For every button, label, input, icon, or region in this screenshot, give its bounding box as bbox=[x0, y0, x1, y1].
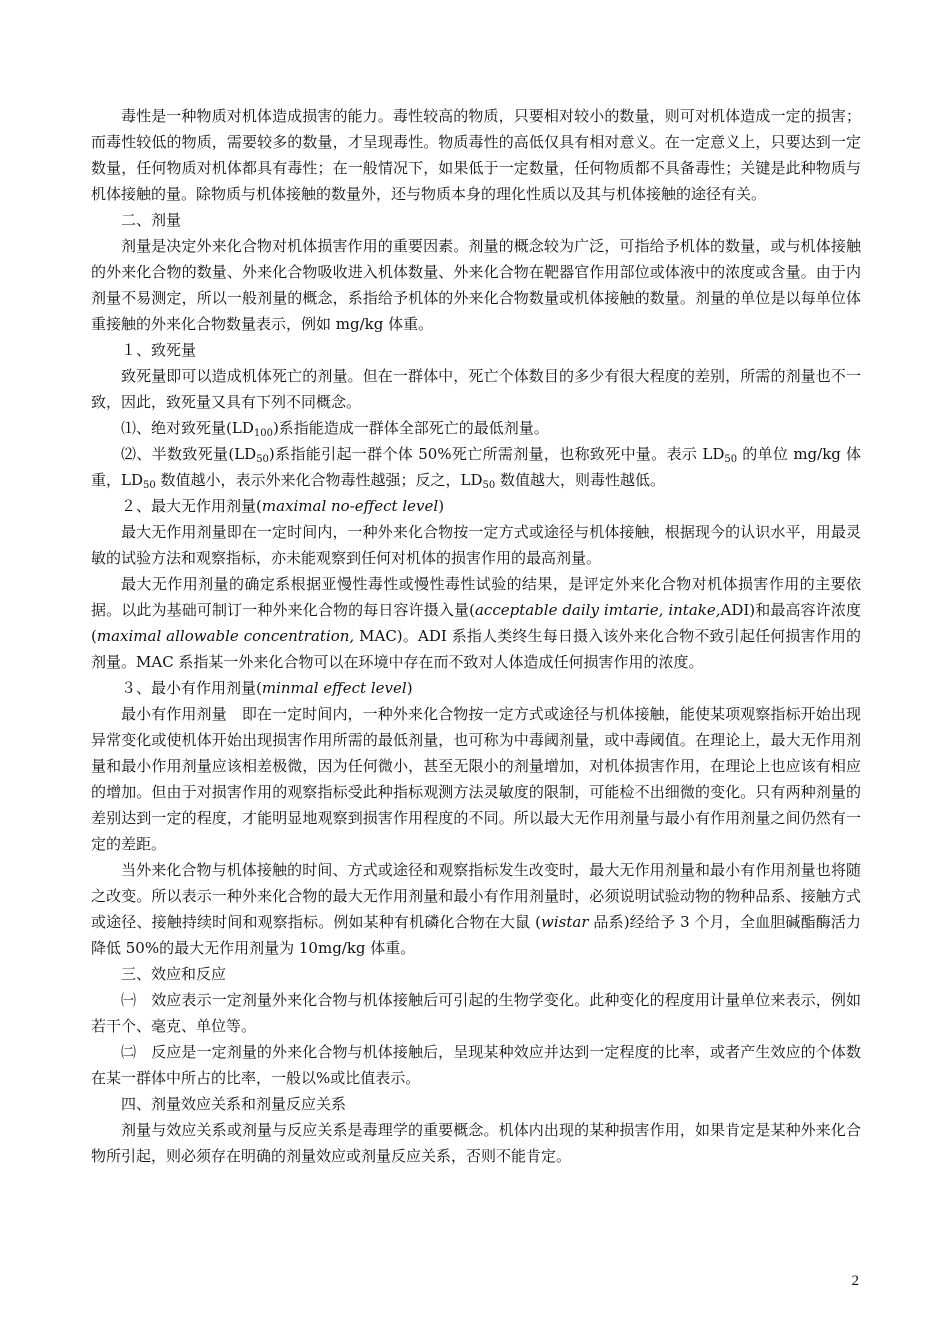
ld50-subscript-3: 50 bbox=[143, 480, 156, 491]
adi-mac-part-1: 最大无作用剂量的确定系根据亚慢性毒性或慢性毒性试验的结果，是评定外来化合物对机体损害作用的主要依据。以此为基础可制订一种外来化合物的每日容许摄入量( bbox=[91, 575, 861, 619]
ld100-subscript: 100 bbox=[253, 428, 273, 439]
paragraph-response: ㈡ 反应是一定剂量的外来化合物与机体接触后，呈现某种效应并达到一定程度的比率，或者产生效应的个体数在某一群体中所占的比率，一般以%或比值表示。 bbox=[91, 1043, 861, 1087]
heading-dose-relationships: 四、剂量效应关系和剂量反应关系 bbox=[121, 1095, 347, 1113]
adi-term: acceptable daily imtarie, intake, bbox=[474, 601, 721, 619]
paragraph-toxicity: 毒性是一种物质对机体造成损害的能力。毒性较高的物质，只要相对较小的数量，则可对机体造成一定的损害；而毒性较低的物质，需要较多的数量，才呈现毒性。物质毒性的高低仅具有相对意义。在一定意义上，只要达到一定数量，任何物质对机体都具有毒性；在一般情况下，如果低于一定数量，任何物质都不具备毒性；关键是此种物质与机体接触的量。除物质与机体接触的数量外，还与物质本身的理化性质以及其与机体接触的途径有关。 bbox=[91, 107, 861, 203]
paragraph-lethal-dose: 致死量即可以造成机体死亡的剂量。但在一群体中，死亡个体数目的多少有很大程度的差别，所需的剂量也不一致，因此，致死量又具有下列不同概念。 bbox=[91, 367, 861, 411]
wistar-term: wistar bbox=[541, 913, 589, 931]
paragraph-noel-definition: 最大无作用剂量即在一定时间内，一种外来化合物按一定方式或途径与机体接触，根据现今的认识水平，用最灵敏的试验方法和观察指标，亦未能观察到任何对机体的损害作用的最高剂量。 bbox=[91, 523, 861, 567]
ld50-mid-2: 的单位 mg/kg 体重，LD bbox=[91, 445, 861, 489]
heading-lethal-dose: １、致死量 bbox=[121, 341, 197, 359]
paragraph-ld100 bbox=[91, 415, 861, 441]
mac-term: maximal allowable concentration, bbox=[96, 627, 355, 645]
page-body bbox=[91, 103, 861, 1169]
ld50-subscript-2: 50 bbox=[724, 454, 738, 465]
adi-mac-part-3: MAC)。ADI 系指人类终生每日摄入该外来化合物不致引起任何损害作用的剂量。MAC 系指某一外来化合物可以在环境中存在而不致对人体造成任何损害作用的浓度。 bbox=[91, 627, 861, 671]
heading-mel-suffix: ) bbox=[406, 679, 413, 697]
ld50-mid-3: 数值越小，表示外来化合物毒性越强；反之，LD bbox=[155, 471, 483, 489]
heading-mel-term: minmal effect level bbox=[261, 679, 407, 697]
paragraph-effect: ㈠ 效应表示一定剂量外来化合物与机体接触后可引起的生物学变化。此种变化的程度用计量单位来表示，例如若干个、毫克、单位等。 bbox=[91, 991, 861, 1035]
heading-noel-term: maximal no-effect level bbox=[261, 497, 439, 515]
heading-effect-response: 三、效应和反应 bbox=[121, 965, 227, 983]
dose-change-part-1: 当外来化合物与机体接触的时间、方式或途径和观察指标发生改变时，最大无作用剂量和最小有作用剂量也将随之改变。所以表示一种外来化合物的最大无作用剂量和最小有作用剂量时，必须说明试验动物的物种品系、接触方式或途径、接触持续时间和观察指标。例如某种有机磷化合物在大鼠 ( bbox=[91, 861, 861, 931]
heading-noel bbox=[91, 493, 861, 519]
ld50-subscript-1: 50 bbox=[256, 454, 269, 465]
paragraph-dose: 剂量是决定外来化合物对机体损害作用的重要因素。剂量的概念较为广泛，可指给予机体的数量，或与机体接触的外来化合物的数量、外来化合物吸收进入机体数量、外来化合物在靶器官作用部位或体液中的浓度或含量。由于内剂量不易测定，所以一般剂量的概念，系指给予机体的外来化合物数量或机体接触的数量。剂量的单位是以每单位体重接触的外来化合物数量表示，例如 mg/kg 体重。 bbox=[91, 237, 861, 333]
heading-noel-prefix: ２、最大无作用剂量( bbox=[121, 497, 262, 515]
heading-mel-prefix: ３、最小有作用剂量( bbox=[121, 679, 262, 697]
paragraph-dose-relationships: 剂量与效应关系或剂量与反应关系是毒理学的重要概念。机体内出现的某种损害作用，如果肯定是某种外来化合物所引起，则必须存在明确的剂量效应或剂量反应关系，否则不能肯定。 bbox=[91, 1121, 861, 1165]
paragraph-adi-mac bbox=[91, 571, 861, 675]
ld50-prefix: ⑵、半数致死量(LD bbox=[121, 445, 257, 463]
paragraph-ld50 bbox=[91, 441, 861, 493]
ld50-subscript-4: 50 bbox=[482, 480, 496, 491]
adi-mac-part-2: ADI)和最高容许浓度( bbox=[91, 601, 862, 645]
ld50-suffix: 数值越大，则毒性越低。 bbox=[495, 471, 666, 489]
heading-dose: 二、剂量 bbox=[121, 211, 182, 229]
ld50-mid-1: )系指能引起一群个体 50%死亡所需剂量，也称致死中量。表示 LD bbox=[268, 445, 725, 463]
paragraph-dose-change bbox=[91, 857, 861, 961]
paragraph-mel-definition: 最小有作用剂量 即在一定时间内，一种外来化合物按一定方式或途径与机体接触，能使某项观察指标开始出现异常变化或使机体开始出现损害作用所需的最低剂量，也可称为中毒阈剂量，或中毒阈值。在理论上，最大无作用剂量和最小作用剂量应该相差极微，因为任何微小，甚至无限小的剂量增加，对机体损害作用，在理论上也应该有相应的增加。但由于对损害作用的观察指标受此种指标观测方法灵敏度的限制，可能检不出细微的变化。只有两种剂量的差别达到一定的程度，才能明显地观察到损害作用程度的不同。所以最大无作用剂量与最小有作用剂量之间仍然有一定的差距。 bbox=[91, 705, 861, 853]
heading-noel-suffix: ) bbox=[438, 497, 445, 515]
page-number: 2 bbox=[851, 1273, 859, 1289]
dose-change-part-2: 品系)经给予 3 个月，全血胆碱酯酶活力降低 50%的最大无作用剂量为 10mg/kg 体重。 bbox=[91, 913, 862, 957]
ld100-prefix: ⑴、绝对致死量(LD bbox=[121, 419, 254, 437]
heading-mel bbox=[91, 675, 861, 701]
ld100-suffix: )系指能造成一群体全部死亡的最低剂量。 bbox=[272, 419, 549, 437]
